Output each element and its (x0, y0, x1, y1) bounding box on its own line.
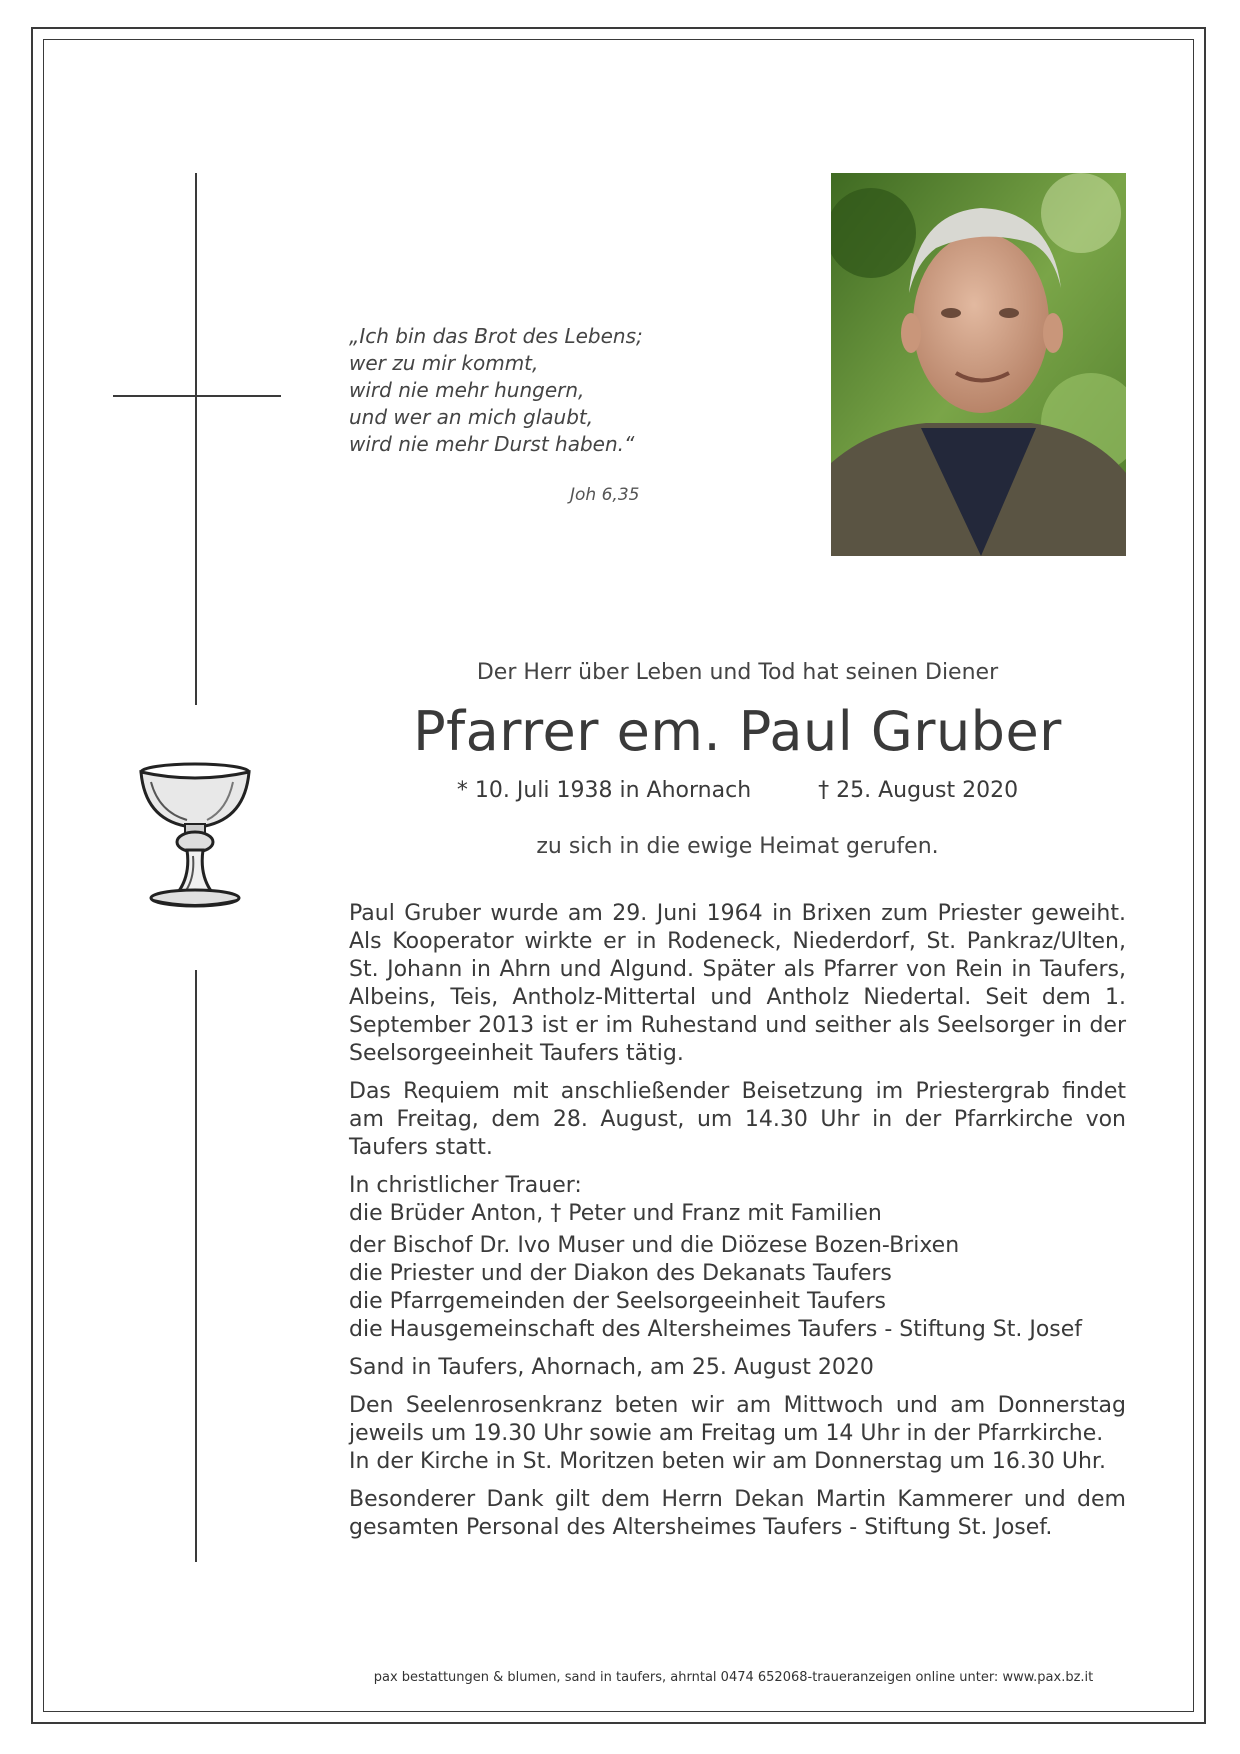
requiem-info: Das Requiem mit anschließender Beisetzung im Priestergrab findet am Freitag, dem 28. August, um 14.30 Uhr in der Pfarrkirche von Taufers statt. (349, 1079, 1126, 1160)
called-home-line: zu sich in die ewige Heimat gerufen. (536, 834, 939, 859)
verse-line: „Ich bin das Brot des Lebens; (349, 324, 643, 348)
life-dates (349, 778, 1126, 803)
verse-reference: Joh 6,35 (570, 485, 640, 505)
death-date: † 25. August 2020 (818, 778, 1019, 803)
mourner-line: die Priester und der Diakon des Dekanats Taufers (349, 1261, 892, 1286)
footer (43, 1670, 1194, 1685)
birth-date: * 10. Juli 1938 in Ahornach (456, 778, 752, 803)
footer-text: pax bestattungen & blumen, sand in taufers, ahrntal 0474 652068-traueranzeigen online unter: www.pax.bz.it (373, 1670, 1094, 1685)
rosary-info (349, 1392, 1126, 1476)
verse-line: wer zu mir kommt, (349, 351, 539, 375)
rosary-second: In der Kirche in St. Moritzen beten wir am Donnerstag um 16.30 Uhr. (349, 1449, 1106, 1474)
verse-line: wird nie mehr Durst haben.“ (349, 432, 635, 456)
mourners-heading: In christlicher Trauer: (349, 1173, 582, 1198)
mourner-line: die Pfarrgemeinden der Seelsorgeeinheit Taufers (349, 1289, 886, 1314)
bible-verse (349, 323, 709, 458)
cross-vertical-bottom (195, 970, 197, 1562)
mourner-line: die Hausgemeinschaft des Altersheimes Taufers - Stiftung St. Josef (349, 1317, 1083, 1342)
chalice-icon (135, 760, 255, 910)
mourners-others (349, 1232, 1126, 1344)
verse-line: wird nie mehr hungern, (349, 378, 585, 402)
mourners-family: die Brüder Anton, † Peter und Franz mit Familien (349, 1201, 882, 1226)
cross-vertical-top (195, 173, 197, 705)
place-date: Sand in Taufers, Ahornach, am 25. August 2020 (349, 1355, 874, 1380)
verse-line: und wer an mich glaubt, (349, 405, 594, 429)
intro-line: Der Herr über Leben und Tod hat seinen Diener (476, 660, 999, 685)
mourner-line: der Bischof Dr. Ivo Muser und die Diözese Bozen-Brixen (349, 1233, 960, 1258)
announcement-body (349, 900, 1126, 1552)
thanks: Besonderer Dank gilt dem Herrn Dekan Martin Kammerer und dem gesamten Personal des Altersheimes Taufers - Stiftung St. Josef. (349, 1487, 1126, 1540)
biography: Paul Gruber wurde am 29. Juni 1964 in Brixen zum Priester geweiht. Als Kooperator wirkte er in Rodeneck, Niederdorf, St. Pankraz/Ulten, St. Johann in Ahrn und Algund. Später als Pfarrer von Rein in Taufers, Albeins, Teis, Antholz-Mittertal und Antholz Niedertal. Seit dem 1. September 2013 ist er im Ruhestand und seither als Seelsorger in der Seelsorgeeinheit Taufers tätig. (349, 901, 1126, 1066)
mourners-block (349, 1172, 1126, 1228)
cross-horizontal (113, 395, 281, 397)
rosary-text: Den Seelenrosenkranz beten wir am Mittwoch und am Donnerstag jeweils um 19.30 Uhr sowie am Freitag um 14 Uhr in der Pfarrkirche. (349, 1393, 1126, 1446)
deceased-name: Pfarrer em. Paul Gruber (413, 700, 1062, 763)
portrait-photo (831, 173, 1126, 556)
